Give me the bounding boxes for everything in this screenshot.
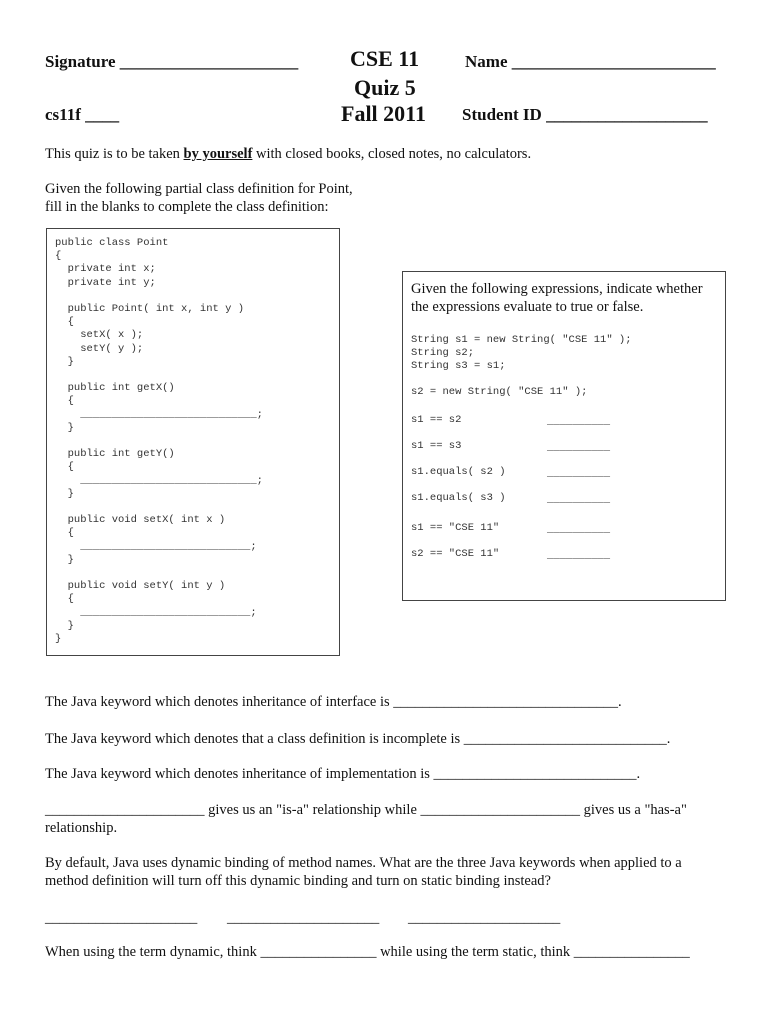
instructions [45,145,531,163]
question-7-line-1: By default, Java uses dynamic binding of method names. What are the three Java keywords when applied to a [45,855,682,871]
answer-blank: __________ [547,442,611,454]
keyword-blank-1: _____________________ [45,910,198,926]
quiz-title: Quiz 5 [354,75,416,100]
point-class-code: public class Point { private int x; private int y; public Point( int x, int y ) { setX( x ); setY( y ); } public int getX() { ____________________________; } public int getY() { ____________________________; } public void setX( int x ) { ___________________________; } public void setY( int y ) { ___________________________; } } [55,237,263,646]
answer-blank: __________ [547,416,611,428]
expression-label: s1 == s3 [411,440,462,452]
question-6-line-1: ______________________ gives us an "is-a" relationship while ______________________ gives us a "has-a" [45,802,687,818]
name-line: Name ________________________ [465,52,716,71]
course-title: CSE 11 [350,46,420,71]
question-2-line-1: Given the following expressions, indicate whether [411,281,703,297]
expression-label: s2 == "CSE 11" [411,548,500,560]
signature-line: Signature _____________________ [45,52,299,71]
question-3: The Java keyword which denotes inheritance of interface is _______________________________. [45,694,622,710]
instructions-emphasis: by yourself [183,146,253,162]
point-class-code-box [46,228,340,656]
answer-blank: __________ [547,468,611,480]
expression-label: s1 == s2 [411,414,462,426]
s2-assignment: s2 = new String( "CSE 11" ); [411,386,588,398]
string-expressions-box [402,271,726,601]
cs11f-line: cs11f ____ [45,105,120,124]
expression-label: s1 == "CSE 11" [411,522,500,534]
question-7-line-2: method definition will turn off this dynamic binding and turn on static binding instead? [45,873,551,889]
question-1-line-2: fill in the blanks to complete the class definition: [45,199,329,215]
instructions-after: with closed books, closed notes, no calculators. [252,146,532,162]
keyword-blank-2: _____________________ [227,910,380,926]
student-id-line: Student ID ___________________ [462,105,708,124]
question-8: When using the term dynamic, think ________________ while using the term static, think ________________ [45,944,690,960]
answer-blank: __________ [547,524,611,536]
string-declarations: String s1 = new String( "CSE 11" ); String s2; String s3 = s1; [411,334,632,373]
answer-blank: __________ [547,494,611,506]
keyword-blank-3: _____________________ [408,910,561,926]
question-6-line-2: relationship. [45,820,118,836]
answer-blank: __________ [547,550,611,562]
instructions-before: This quiz is to be taken [45,146,184,162]
expression-label: s1.equals( s2 ) [411,466,506,478]
term-title: Fall 2011 [341,101,426,126]
question-4: The Java keyword which denotes that a class definition is incomplete is ____________________________. [45,731,671,747]
question-1-line-1: Given the following partial class definition for Point, [45,181,353,197]
expression-label: s1.equals( s3 ) [411,492,506,504]
question-5: The Java keyword which denotes inheritance of implementation is ____________________________. [45,766,641,782]
question-2-line-2: the expressions evaluate to true or false. [411,299,644,315]
